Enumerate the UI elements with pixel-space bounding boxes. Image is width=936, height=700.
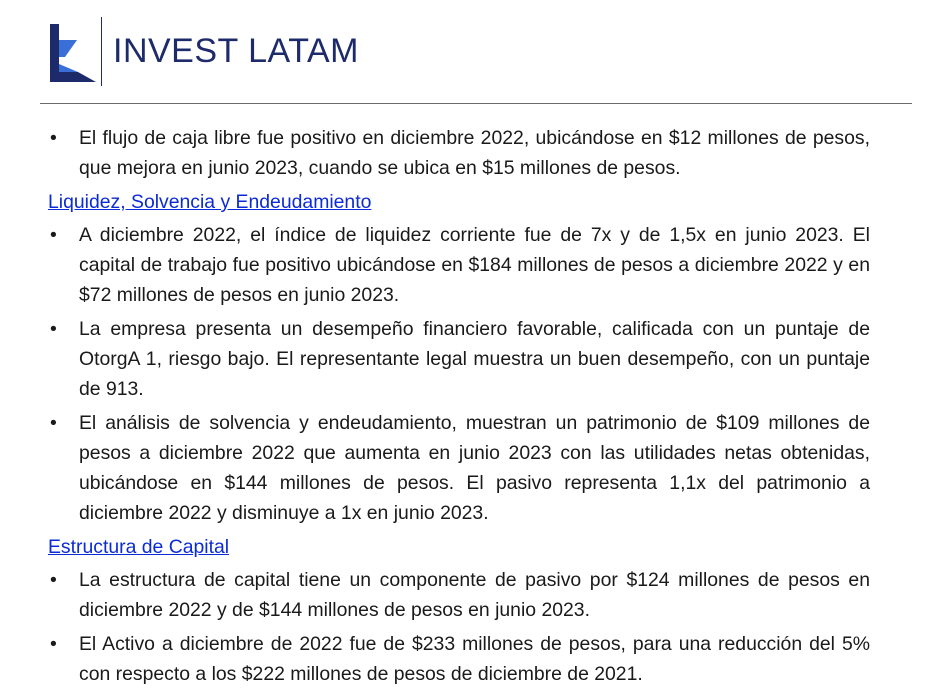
- bullet-glyph: •: [50, 224, 57, 246]
- bullet-glyph: •: [50, 318, 57, 340]
- bullet-glyph: •: [50, 633, 57, 655]
- list-item: [48, 314, 870, 404]
- invest-latam-logo-icon: [50, 24, 96, 82]
- bullet-glyph: •: [50, 569, 57, 591]
- bullet-text: El Activo a diciembre de 2022 fue de $233 millones de pesos, para una reducción del 5% con respecto a los $222 millones de pesos de diciembre de 2021.: [79, 633, 870, 685]
- brand-title: INVEST LATAM: [113, 32, 359, 70]
- list-item: [48, 220, 870, 310]
- section-link-estructura[interactable]: Estructura de Capital: [48, 536, 230, 558]
- list-item: [48, 565, 870, 625]
- bullet-text: El análisis de solvencia y endeudamiento, muestran un patrimonio de $109 millones de pesos a diciembre 2022 que aumenta en junio 2023 con las utilidades netas obtenidas, ubicándose en $144 millones de pesos. El pasivo representa 1,1x del patrimonio a diciembre 2022 y disminuye a 1x en junio 2023.: [79, 412, 870, 524]
- section-link-liquidez[interactable]: Liquidez, Solvencia y Endeudamiento: [48, 191, 372, 213]
- bullet-list: [48, 123, 870, 183]
- bullet-glyph: •: [50, 412, 57, 434]
- bullet-text: La estructura de capital tiene un componente de pasivo por $124 millones de pesos en diciembre 2022 y de $144 millones de pesos en junio 2023.: [79, 569, 870, 621]
- bullet-list: [48, 565, 870, 689]
- list-item: [48, 629, 870, 689]
- bullet-list: [48, 220, 870, 528]
- bullet-glyph: •: [50, 127, 57, 149]
- document-header: [0, 0, 936, 104]
- bullet-text: A diciembre 2022, el índice de liquidez corriente fue de 7x y de 1,5x en junio 2023. El capital de trabajo fue positivo ubicándose en $184 millones de pesos a diciembre 2022 y en $72 millones de pesos en junio 2023.: [79, 224, 870, 306]
- logo-divider: [101, 17, 102, 86]
- list-item: [48, 408, 870, 528]
- document-body: [48, 123, 870, 693]
- bullet-text: El flujo de caja libre fue positivo en diciembre 2022, ubicándose en $12 millones de pesos, que mejora en junio 2023, cuando se ubica en $15 millones de pesos.: [79, 127, 870, 179]
- header-rule: [40, 103, 912, 104]
- bullet-text: La empresa presenta un desempeño financiero favorable, calificada con un puntaje de OtorgA 1, riesgo bajo. El representante legal muestra un buen desempeño, con un puntaje de 913.: [79, 318, 870, 400]
- list-item: [48, 123, 870, 183]
